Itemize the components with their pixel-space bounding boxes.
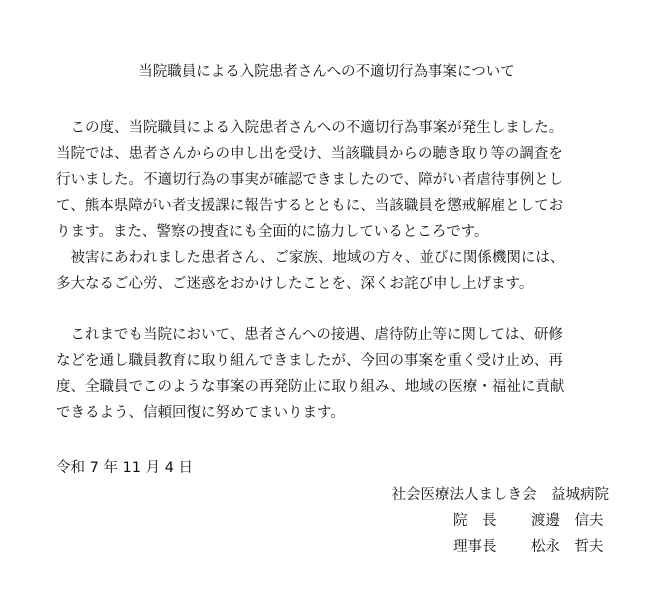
paragraph-2-line-2: 多大なるご心労、ご迷惑をおかけしたことを、深くお詫び申し上げます。	[56, 276, 534, 292]
organization-name: 社会医療法人ましき会 益城病院	[391, 487, 609, 503]
paragraph-1-line-4: て、熊本県障がい者支援課に報告するとともに、当該職員を懲戒解雇としてお	[56, 198, 564, 214]
document-title: 当院職員による入院患者さんへの不適切行為事案について	[138, 64, 515, 80]
paragraph-3-line-1: これまでも当院において、患者さんへの接遇、虐待防止等に関しては、研修	[56, 327, 563, 343]
paragraph-3-line-4: できるよう、信頼回復に努めてまいります。	[56, 405, 345, 421]
paragraph-1-line-3: 行いました。不適切行為の事実が確認できましたので、障がい者虐待事例とし	[56, 172, 564, 188]
signatory-role: 理事長	[453, 539, 497, 555]
signatory-name: 松永 哲夫	[531, 539, 604, 555]
paragraph-3-line-3: 度、全職員でこのような事案の再発防止に取り組み、地域の医療・福祉に貢献	[56, 379, 565, 395]
document-date: 令和 7 年 11 月 4 日	[56, 460, 194, 476]
paragraph-3-line-2: などを通し職員教育に取り組んできましたが、今回の事案を重く受け止め、再	[56, 353, 563, 369]
paragraph-1-line-2: 当院では、患者さんからの申し出を受け、当該職員からの聴き取り等の調査を	[56, 146, 563, 162]
signatory-role: 院 長	[453, 513, 497, 529]
signatory-name: 渡邊 信夫	[531, 513, 604, 529]
paragraph-1-line-5: ります。また、警察の捜査にも全面的に協力しているところです。	[56, 224, 489, 240]
paragraph-2-line-1: 被害にあわれました患者さん、ご家族、地域の方々、並びに関係機関には、	[56, 250, 565, 266]
paragraph-1-line-1: この度、当院職員による入院患者さんへの不適切行為事案が発生しました。	[56, 120, 564, 136]
